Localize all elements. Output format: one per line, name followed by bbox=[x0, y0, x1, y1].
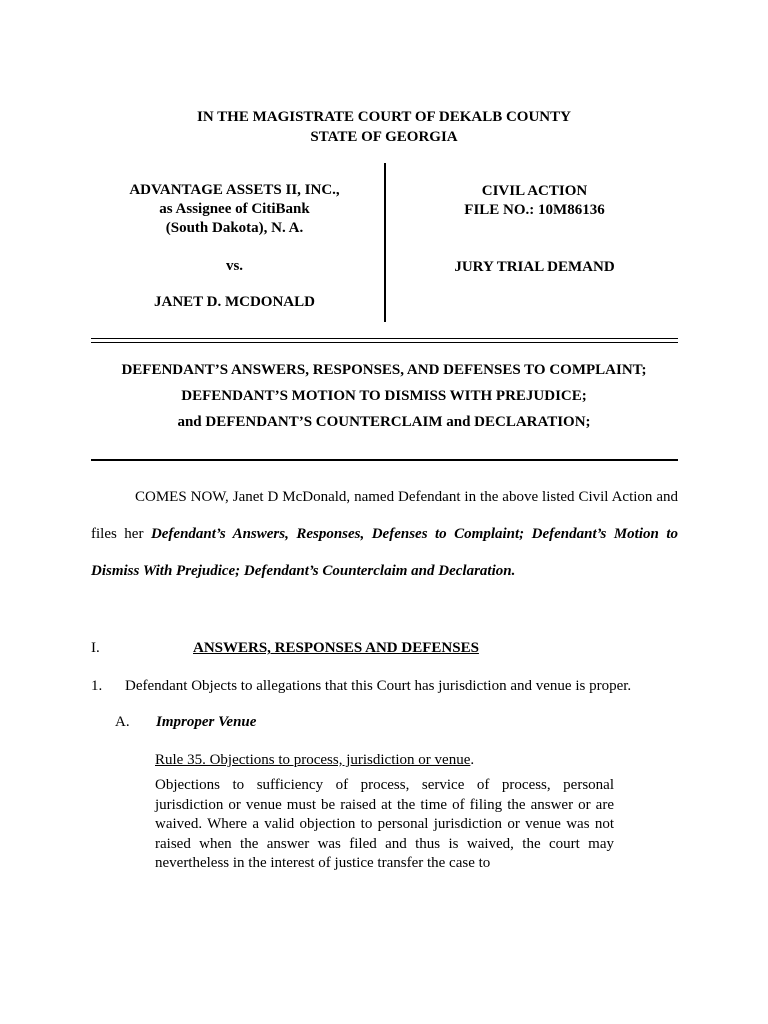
rule-body: Objections to sufficiency of process, service of process, personal jurisdiction or venue must be raised at the time of filing the answer or are waived. Where a valid objection to personal jurisdiction or venue was not raised when the answer was filed and thus is waived, the court may nevertheless in the interest of justice transfer the case to bbox=[155, 777, 614, 871]
plaintiff-bank: (South Dakota), N. A. bbox=[165, 220, 304, 236]
rule-title-text: Rule 35. Objections to process, jurisdiction or venue bbox=[155, 752, 471, 768]
title-rule bbox=[91, 459, 678, 461]
item-text: Defendant Objects to allegations that this Court has jurisdiction and venue is proper. bbox=[125, 678, 632, 694]
civil-action-label: CIVIL ACTION bbox=[481, 183, 588, 199]
file-number: FILE NO.: 10M86136 bbox=[464, 202, 605, 218]
subitem-letter: A. bbox=[115, 714, 130, 730]
versus: vs. bbox=[225, 258, 244, 274]
title-line-1: DEFENDANT’S ANSWERS, RESPONSES, AND DEFENSES TO COMPLAINT; bbox=[121, 362, 647, 378]
document-title bbox=[80, 357, 688, 435]
plaintiff-name: ADVANTAGE ASSETS II, INC., bbox=[129, 182, 340, 198]
defendant-name: JANET D. MCDONALD bbox=[154, 294, 315, 310]
plaintiff-block bbox=[92, 181, 377, 238]
caption-divider bbox=[384, 163, 386, 322]
caption-rule-top bbox=[91, 338, 678, 339]
section-numeral: I. bbox=[91, 640, 100, 656]
item-number: 1. bbox=[91, 678, 103, 694]
intro-text: COMES NOW, Janet D McDonald, named Defendant in the above listed Civil Action and files her bbox=[91, 489, 678, 542]
subitem-heading: Improper Venue bbox=[156, 714, 257, 730]
civil-action-block bbox=[392, 182, 677, 220]
rule-title-period: . bbox=[470, 752, 475, 768]
court-state: STATE OF GEORGIA bbox=[310, 129, 458, 145]
court-heading bbox=[0, 107, 768, 147]
intro-pleading-names: Defendant’s Answers, Responses, Defenses to Complaint; Defendant’s Motion to Dismiss With Prejudice; Defendant’s Counterclaim and Declaration. bbox=[91, 526, 678, 579]
title-line-2: DEFENDANT’S MOTION TO DISMISS WITH PREJUDICE; bbox=[181, 388, 587, 404]
intro-paragraph bbox=[91, 479, 678, 590]
section-heading-text: ANSWERS, RESPONSES AND DEFENSES bbox=[193, 640, 479, 656]
title-line-3: and DEFENDANT’S COUNTERCLAIM and DECLARATION; bbox=[177, 414, 591, 430]
jury-demand: JURY TRIAL DEMAND bbox=[454, 259, 615, 275]
court-name: IN THE MAGISTRATE COURT OF DEKALB COUNTY bbox=[197, 109, 571, 125]
plaintiff-assignee: as Assignee of CitiBank bbox=[159, 201, 310, 217]
rule-title bbox=[155, 750, 474, 770]
caption-rule-bottom bbox=[91, 342, 678, 343]
section-heading bbox=[193, 638, 479, 658]
